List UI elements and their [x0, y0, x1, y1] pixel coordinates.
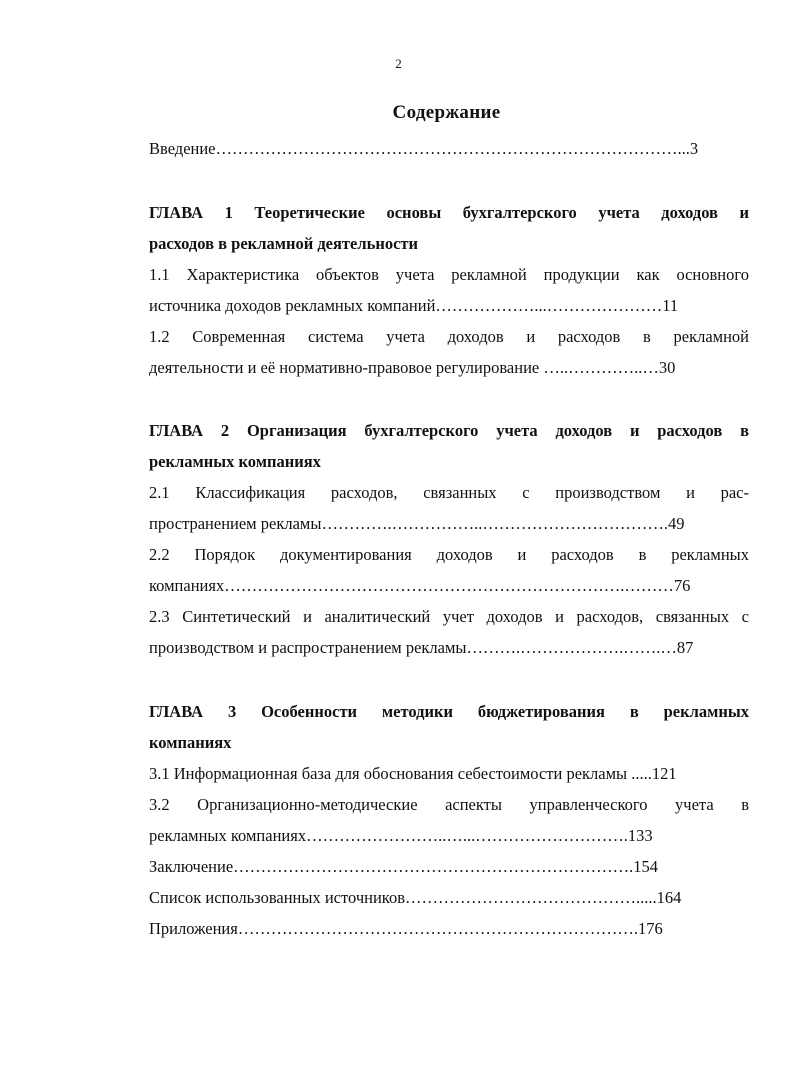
- entry-label: Список использованных источников: [149, 888, 405, 907]
- entry-label: деятельности и её нормативно-правовое регулирование: [149, 358, 544, 377]
- section-line: [149, 290, 749, 321]
- section-line: [149, 758, 749, 789]
- leader-dots: …………………………………………………………………………...: [215, 139, 690, 158]
- section-line: 2.3 Синтетический и аналитический учет доходов и расходов, связанных с: [149, 607, 749, 626]
- page-number: 2: [395, 56, 402, 71]
- chapter-heading-line-1: ГЛАВА 3 Особенности методики бюджетирования в рекламных: [149, 702, 749, 721]
- toc-chapter-1: [149, 197, 749, 383]
- chapter-heading-line-2: рекламных компаниях: [149, 452, 321, 471]
- entry-label: рекламных компаниях: [149, 826, 307, 845]
- entry-page: 30: [658, 358, 676, 377]
- section-line: 2.2 Порядок документирования доходов и расходов в рекламных: [149, 545, 749, 564]
- entry-page: 76: [673, 576, 691, 595]
- section-line: [149, 820, 749, 851]
- entry-page: 49: [667, 514, 685, 533]
- leader-dots: ……………………..…...……………………….: [306, 826, 628, 845]
- leader-dots: ……………………………………………………………….………: [224, 576, 674, 595]
- entry-label: источника доходов рекламных компаний: [149, 296, 436, 315]
- section-line: 2.1 Классификация расходов, связанных с производством и рас-: [149, 483, 749, 502]
- chapter-heading-line-1: ГЛАВА 1 Теоретические основы бухгалтерского учета доходов и: [149, 203, 749, 222]
- entry-page: 164: [656, 888, 682, 907]
- section-line: 1.2 Современная система учета доходов и расходов в рекламной: [149, 327, 749, 346]
- toc-entry-sources: [149, 882, 749, 913]
- entry-label: производством и распространением рекламы: [149, 638, 467, 657]
- leader-dots: .....: [631, 764, 652, 783]
- entry-label: 3.1 Информационная база для обоснования себестоимости рекламы: [149, 764, 632, 783]
- entry-label: Заключение: [149, 857, 234, 876]
- entry-page: 11: [662, 296, 679, 315]
- entry-label: пространением рекламы: [149, 514, 322, 533]
- section-line: [149, 508, 749, 539]
- entry-page: 154: [633, 857, 659, 876]
- toc-chapter-2: [149, 415, 749, 663]
- section-line: [149, 352, 749, 383]
- leader-dots: …..…………..…: [543, 358, 659, 377]
- entry-label: компаниях: [149, 576, 225, 595]
- entry-page: 176: [637, 919, 663, 938]
- entry-page: 121: [651, 764, 677, 783]
- entry-page: 3: [689, 139, 699, 158]
- leader-dots: ………….……………..…………………………….: [321, 514, 668, 533]
- section-line: 3.2 Организационно-методические аспекты управленческого учета в: [149, 795, 749, 814]
- section-line: 1.1 Характеристика объектов учета рекламной продукции как основного: [149, 265, 749, 284]
- toc-title: Содержание: [392, 102, 501, 123]
- toc-entry-appendix: [149, 913, 749, 944]
- leader-dots: ………………...…………………: [435, 296, 663, 315]
- chapter-heading-line-2: компаниях: [149, 733, 232, 752]
- entry-page: 87: [676, 638, 694, 657]
- section-line: [149, 570, 749, 601]
- entry-label: Приложения: [149, 919, 238, 938]
- toc-chapter-3: [149, 696, 749, 851]
- chapter-heading-line-2: расходов в рекламной деятельности: [149, 234, 419, 253]
- toc-line: [149, 133, 749, 164]
- entry-page: 133: [627, 826, 653, 845]
- entry-label: Введение: [149, 139, 216, 158]
- chapter-heading-line-1: ГЛАВА 2 Организация бухгалтерского учета доходов и расходов в: [149, 421, 749, 440]
- leader-dots: ……….……………….…….…: [466, 638, 677, 657]
- leader-dots: …………………………………….....: [405, 888, 657, 907]
- section-line: [149, 632, 749, 663]
- leader-dots: ……………………………………………………………….: [237, 919, 638, 938]
- leader-dots: ……………………………………………………………….: [233, 857, 634, 876]
- toc-closing-entries: [149, 851, 749, 944]
- toc-entry-intro: [149, 133, 749, 164]
- toc-entry-conclusion: [149, 851, 749, 882]
